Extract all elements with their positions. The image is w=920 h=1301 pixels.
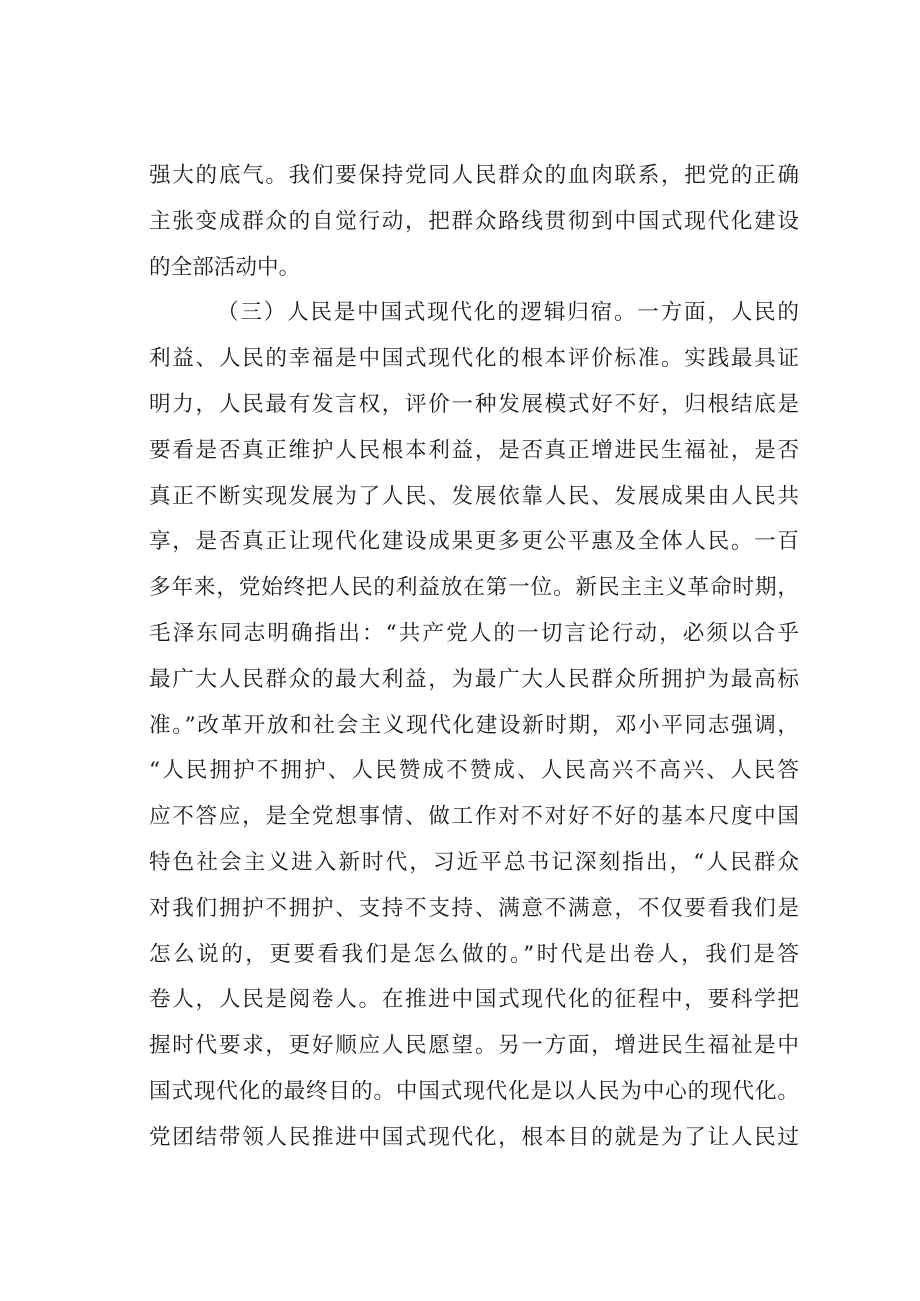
text-line: 真正不断实现发展为了人民、发展依靠人民、发展成果由人民共 xyxy=(149,483,799,509)
text-line: 主张变成群众的自觉行动，把群众路线贯彻到中国式现代化建设 xyxy=(149,208,799,234)
paragraph xyxy=(149,290,799,1160)
text-line: 党团结带领人民推进中国式现代化，根本目的就是为了让人民过 xyxy=(149,1124,799,1150)
text-line: 要看是否真正维护人民根本利益，是否真正增进民生福祉，是否 xyxy=(149,437,799,463)
text-line: 应不答应，是全党想事情、做工作对不对好不好的基本尺度中国 xyxy=(149,804,799,830)
paragraph xyxy=(149,153,799,290)
text-line: 特色社会主义进入新时代，习近平总书记深刻指出，“人民群众 xyxy=(149,849,799,875)
text-line: 握时代要求，更好顺应人民愿望。另一方面，增进民生福祉是中 xyxy=(149,1033,799,1059)
text-line: 准。”改革开放和社会主义现代化建设新时期，邓小平同志强调， xyxy=(149,712,799,738)
text-line: 明力，人民最有发言权，评价一种发展模式好不好，归根结底是 xyxy=(149,391,799,417)
text-line: 怎么说的，更要看我们是怎么做的。”时代是出卷人，我们是答 xyxy=(149,941,799,967)
text-line: 毛泽东同志明确指出：“共产党人的一切言论行动，必须以合乎 xyxy=(149,620,799,646)
text-line: 最广大人民群众的最大利益，为最广大人民群众所拥护为最高标 xyxy=(149,666,799,692)
document-body xyxy=(149,153,799,1161)
text-line: 多年来，党始终把人民的利益放在第一位。新民主主义革命时期， xyxy=(149,575,799,601)
text-line: 利益、人民的幸福是中国式现代化的根本评价标准。实践最具证 xyxy=(149,346,799,372)
text-line: “人民拥护不拥护、人民赞成不赞成、人民高兴不高兴、人民答 xyxy=(149,758,799,784)
text-line: 卷人，人民是阅卷人。在推进中国式现代化的征程中，要科学把 xyxy=(149,987,799,1013)
text-line: 对我们拥护不拥护、支持不支持、满意不满意，不仅要看我们是 xyxy=(149,895,799,921)
text-line: 强大的底气。我们要保持党同人民群众的血肉联系，把党的正确 xyxy=(149,163,799,188)
text-line: 国式现代化的最终目的。中国式现代化是以人民为中心的现代化。 xyxy=(149,1078,799,1104)
text-line: 享，是否真正让现代化建设成果更多更公平惠及全体人民。一百 xyxy=(149,529,799,555)
text-line: （三）人民是中国式现代化的逻辑归宿。一方面，人民的 xyxy=(217,300,799,326)
text-line: 的全部活动中。 xyxy=(149,254,301,280)
